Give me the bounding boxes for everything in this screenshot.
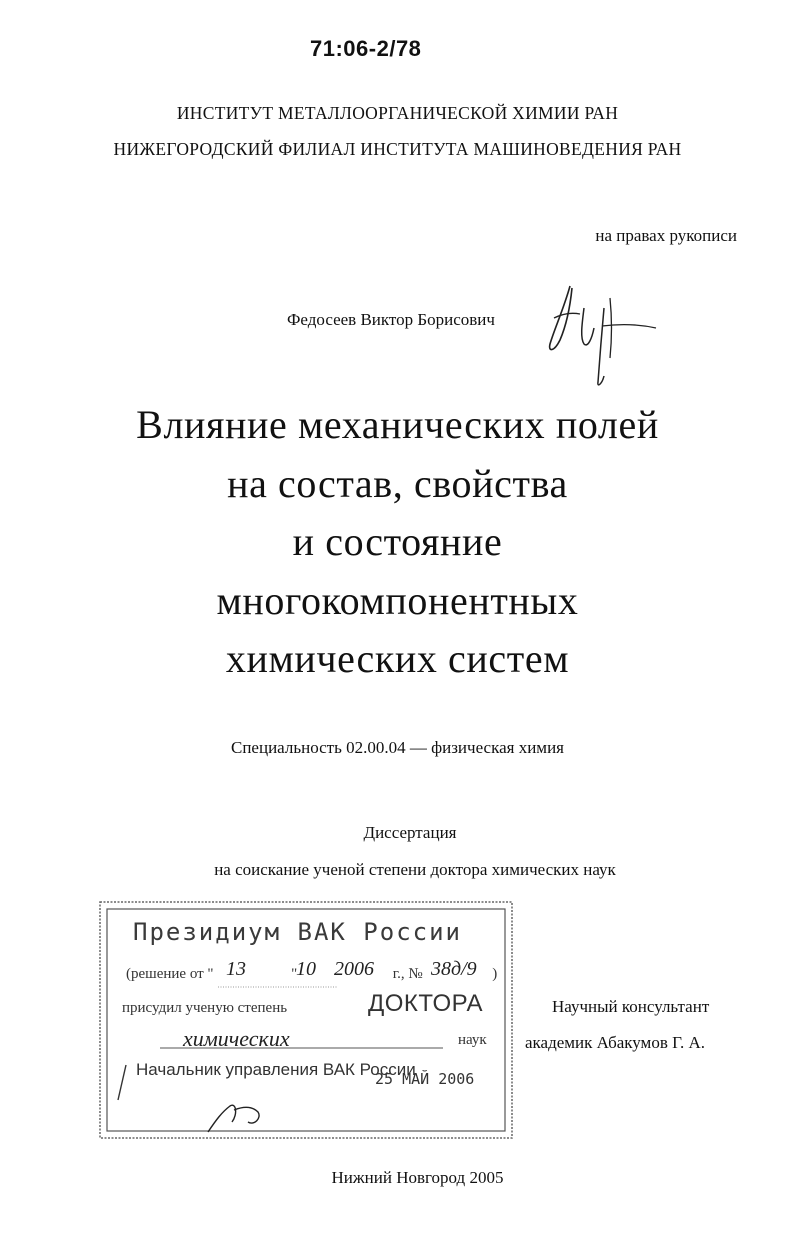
stamp-header: Президиум ВАК России bbox=[133, 918, 462, 946]
dissertation-title bbox=[0, 396, 795, 689]
stamp-decision-end: ) bbox=[492, 966, 498, 982]
title-line-3: и состояние bbox=[292, 519, 503, 564]
stamp-decision-prefix: (решение от " bbox=[126, 966, 214, 982]
stamp-head-title: Начальник управления ВАК России bbox=[136, 1060, 416, 1079]
title-line-1: Влияние механических полей bbox=[136, 402, 659, 447]
stamp-field-handwritten: химических bbox=[183, 1026, 290, 1051]
vak-approval-stamp bbox=[98, 900, 514, 1140]
stamp-decision-year-suffix: г., № bbox=[392, 966, 423, 982]
institution-line-2: НИЖЕГОРОДСКИЙ ФИЛИАЛ ИНСТИТУТА МАШИНОВЕДЕНИЯ РАН bbox=[113, 139, 682, 159]
stamp-date: 25 МАЙ 2006 bbox=[375, 1070, 475, 1088]
stamp-degree: ДОКТОРА bbox=[368, 990, 484, 1017]
degree-line: на соискание ученой степени доктора химических наук bbox=[214, 860, 616, 879]
title-line-4: многокомпонентных bbox=[216, 577, 579, 623]
stamp-awarded-prefix: присудил ученую степень bbox=[122, 1000, 288, 1016]
title-line-2: на состав, свойства bbox=[227, 460, 568, 506]
dissertation-label: Диссертация bbox=[363, 823, 457, 842]
catalog-number: 71:06-2/78 bbox=[310, 36, 422, 61]
author-name: Федосеев Виктор Борисович bbox=[287, 310, 495, 329]
stamp-decision-mid: " bbox=[291, 966, 298, 982]
stamp-science-word: наук bbox=[458, 1032, 487, 1048]
author-signature-icon bbox=[540, 278, 660, 390]
title-line-5: химических систем bbox=[225, 636, 570, 681]
stamp-month: 10 bbox=[296, 958, 316, 980]
stamp-day: 13 bbox=[226, 958, 246, 980]
stamp-year: 2006 bbox=[334, 958, 374, 980]
consultant-label: Научный консультант bbox=[552, 997, 710, 1016]
institution-line-1: ИНСТИТУТ МЕТАЛЛООРГАНИЧЕСКОЙ ХИМИИ РАН bbox=[176, 103, 619, 123]
specialty-line: Специальность 02.00.04 — физическая химия bbox=[231, 738, 564, 757]
consultant-name: академик Абакумов Г. А. bbox=[525, 1033, 706, 1052]
manuscript-note: на правах рукописи bbox=[595, 226, 737, 245]
stamp-decision-number: 38д/9 bbox=[431, 958, 477, 980]
place-year: Нижний Новгород 2005 bbox=[331, 1168, 504, 1187]
